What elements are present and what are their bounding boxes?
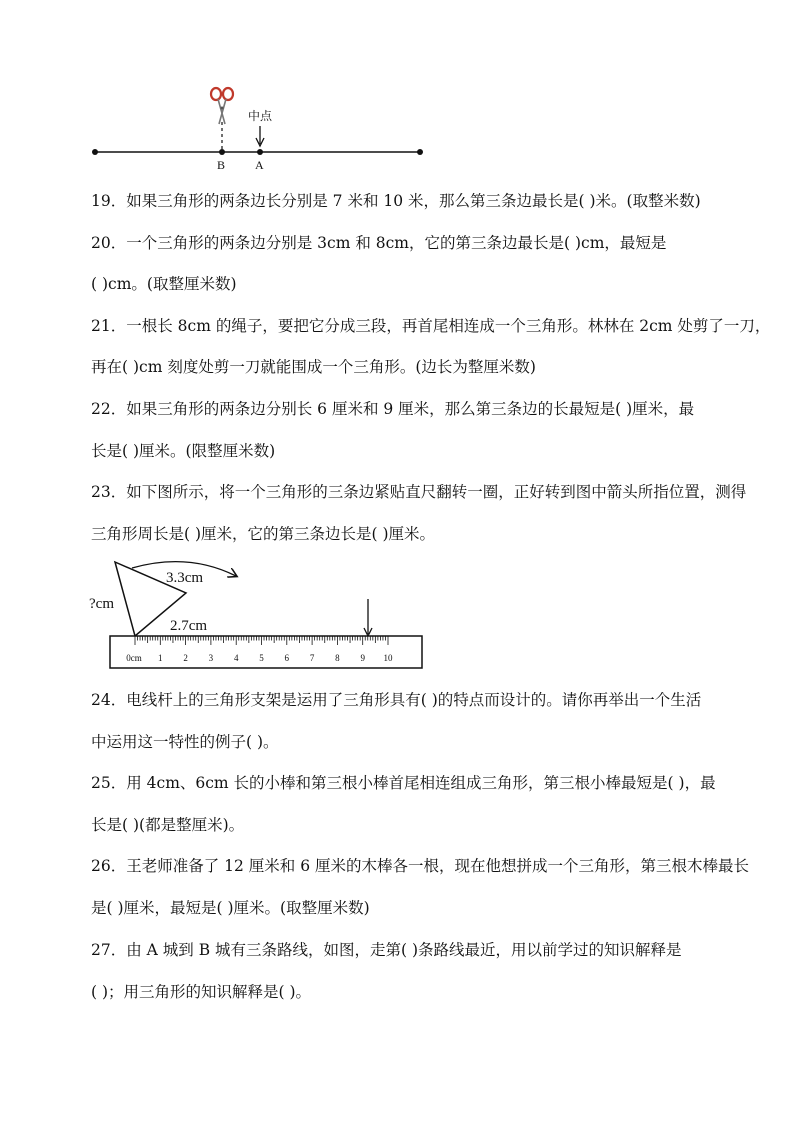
question-20-line1: 20．一个三角形的两条边分别是 3cm 和 8cm，它的第三条边最长是( )cm，最短是 [91,234,667,252]
question-19: 19．如果三角形的两条边长分别是 7 米和 10 米，那么第三条边最长是( )米。(取整米数) [91,192,701,210]
ruler-label: 8 [335,653,340,663]
ruler-triangle-figure [88,556,428,674]
question-25-line1: 25．用 4cm、6cm 长的小棒和第三根小棒首尾相连组成三角形，第三根小棒最短是( )，最 [91,774,716,792]
question-23-line2: 三角形周长是( )厘米，它的第三条边长是( )厘米。 [91,525,436,543]
point-a [257,149,263,155]
label-side-3-3: 3.3cm [166,570,204,586]
ruler-label: 1 [158,653,163,663]
question-26-line1: 26．王老师准备了 12 厘米和 6 厘米的木棒各一根，现在他想拼成一个三角形，第三根木棒最长 [91,857,750,875]
label-side-2-7: 2.7cm [170,618,208,634]
question-20-line2: ( )cm。(取整厘米数) [91,275,237,293]
question-27-line2: ( )；用三角形的知识解释是( )。 [91,983,312,1001]
ruler-label: 4 [233,653,239,663]
ruler-label: 9 [360,653,365,663]
ruler-label: 10 [383,653,393,663]
ruler-label: 5 [259,653,264,663]
segment-endpoint-left [92,149,98,155]
question-22-line1: 22．如果三角形的两条边分别长 6 厘米和 9 厘米，那么第三条边的长最短是( )厘米，最 [91,400,695,418]
label-a: A [255,158,264,172]
question-21-line1: 21．一根长 8cm 的绳子，要把它分成三段，再首尾相连成一个三角形。林林在 2cm 处剪了一刀， [91,317,771,335]
point-b [219,149,225,155]
ruler-label: 2 [183,653,188,663]
midpoint-label: 中点 [248,109,273,123]
question-21-line2: 再在( )cm 刻度处剪一刀就能围成一个三角形。(边长为整厘米数) [91,358,536,376]
label-side-unknown: ?cm [89,596,114,612]
question-24-line1: 24．电线杆上的三角形支架是运用了三角形具有( )的特点而设计的。请你再举出一个生活 [91,691,702,709]
ruler-label: 3 [208,653,214,663]
ruler-label: 6 [284,653,290,663]
segment-endpoint-right [417,149,423,155]
ruler-label: 0cm [126,653,142,663]
label-b: B [217,158,226,172]
question-23-line1: 23．如下图所示，将一个三角形的三条边紧贴直尺翻转一圈，正好转到图中箭头所指位置，测得 [91,483,747,501]
line-segment-figure [80,80,440,175]
question-26-line2: 是( )厘米，最短是( )厘米。(取整厘米数) [91,899,370,917]
ruler-label: 7 [309,653,315,663]
scissors-icon [211,88,233,124]
question-22-line2: 长是( )厘米。(限整厘米数) [91,442,276,460]
question-25-line2: 长是( )(都是整厘米)。 [91,816,245,834]
question-24-line2: 中运用这一特性的例子( )。 [91,733,279,751]
question-27-line1: 27．由 A 城到 B 城有三条路线，如图，走第( )条路线最近，用以前学过的知识解释是 [91,941,682,959]
